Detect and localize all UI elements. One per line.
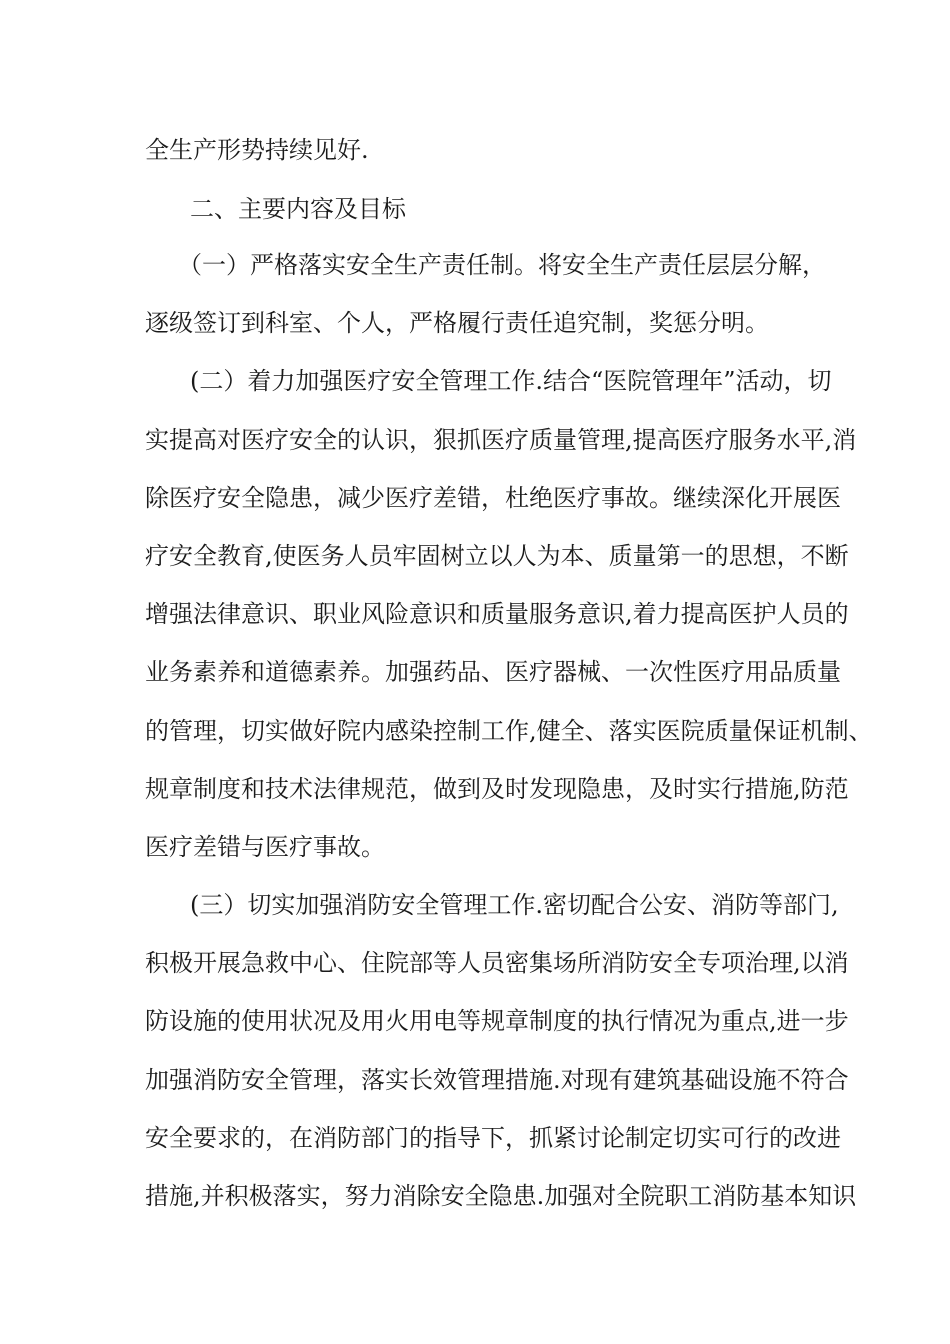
text-line: 逐级签订到科室、个人，严格履行责任追究制，奖惩分明。 (145, 309, 769, 337)
text-line: 疗安全教育,使医务人员牢固树立以人为本、质量第一的思想，不断 (145, 542, 849, 570)
text-line: 防设施的使用状况及用火用电等规章制度的执行情况为重点,进一步 (145, 1007, 849, 1035)
text-line: 业务素养和道德素养。加强药品、医疗器械、一次性医疗用品质量 (145, 658, 841, 686)
text-line: 除医疗安全隐患，减少医疗差错，杜绝医疗事故。继续深化开展医 (145, 484, 841, 512)
text-line: 医疗差错与医疗事故。 (145, 833, 385, 861)
text-line: 措施,并积极落实，努力消除安全隐患.加强对全院职工消防基本知识 (145, 1182, 857, 1210)
text-line: 的管理，切实做好院内感染控制工作,健全、落实医院质量保证机制、 (145, 717, 873, 745)
text-line: 规章制度和技术法律规范，做到及时发现隐患，及时实行措施,防范 (145, 775, 849, 803)
text-line: （一）严格落实安全生产责任制。将安全生产责任层层分解， (178, 251, 826, 279)
text-line: 积极开展急救中心、住院部等人员密集场所消防安全专项治理,以消 (145, 949, 849, 977)
text-line: 安全要求的，在消防部门的指导下，抓紧讨论制定切实可行的改进 (145, 1124, 841, 1152)
text-line: 增强法律意识、职业风险意识和质量服务意识,着力提高医护人员的 (145, 600, 849, 628)
text-line: (三）切实加强消防安全管理工作.密切配合公安、消防等部门, (190, 891, 839, 919)
text-line: 全生产形势持续见好. (145, 136, 369, 164)
text-line: 加强消防安全管理，落实长效管理措施.对现有建筑基础设施不符合 (145, 1066, 849, 1094)
text-line: 实提高对医疗安全的认识，狠抓医疗质量管理,提高医疗服务水平,消 (145, 426, 857, 454)
section-heading: 二、主要内容及目标 (190, 195, 406, 223)
text-line: (二）着力加强医疗安全管理工作.结合“医院管理年”活动，切 (190, 367, 832, 395)
